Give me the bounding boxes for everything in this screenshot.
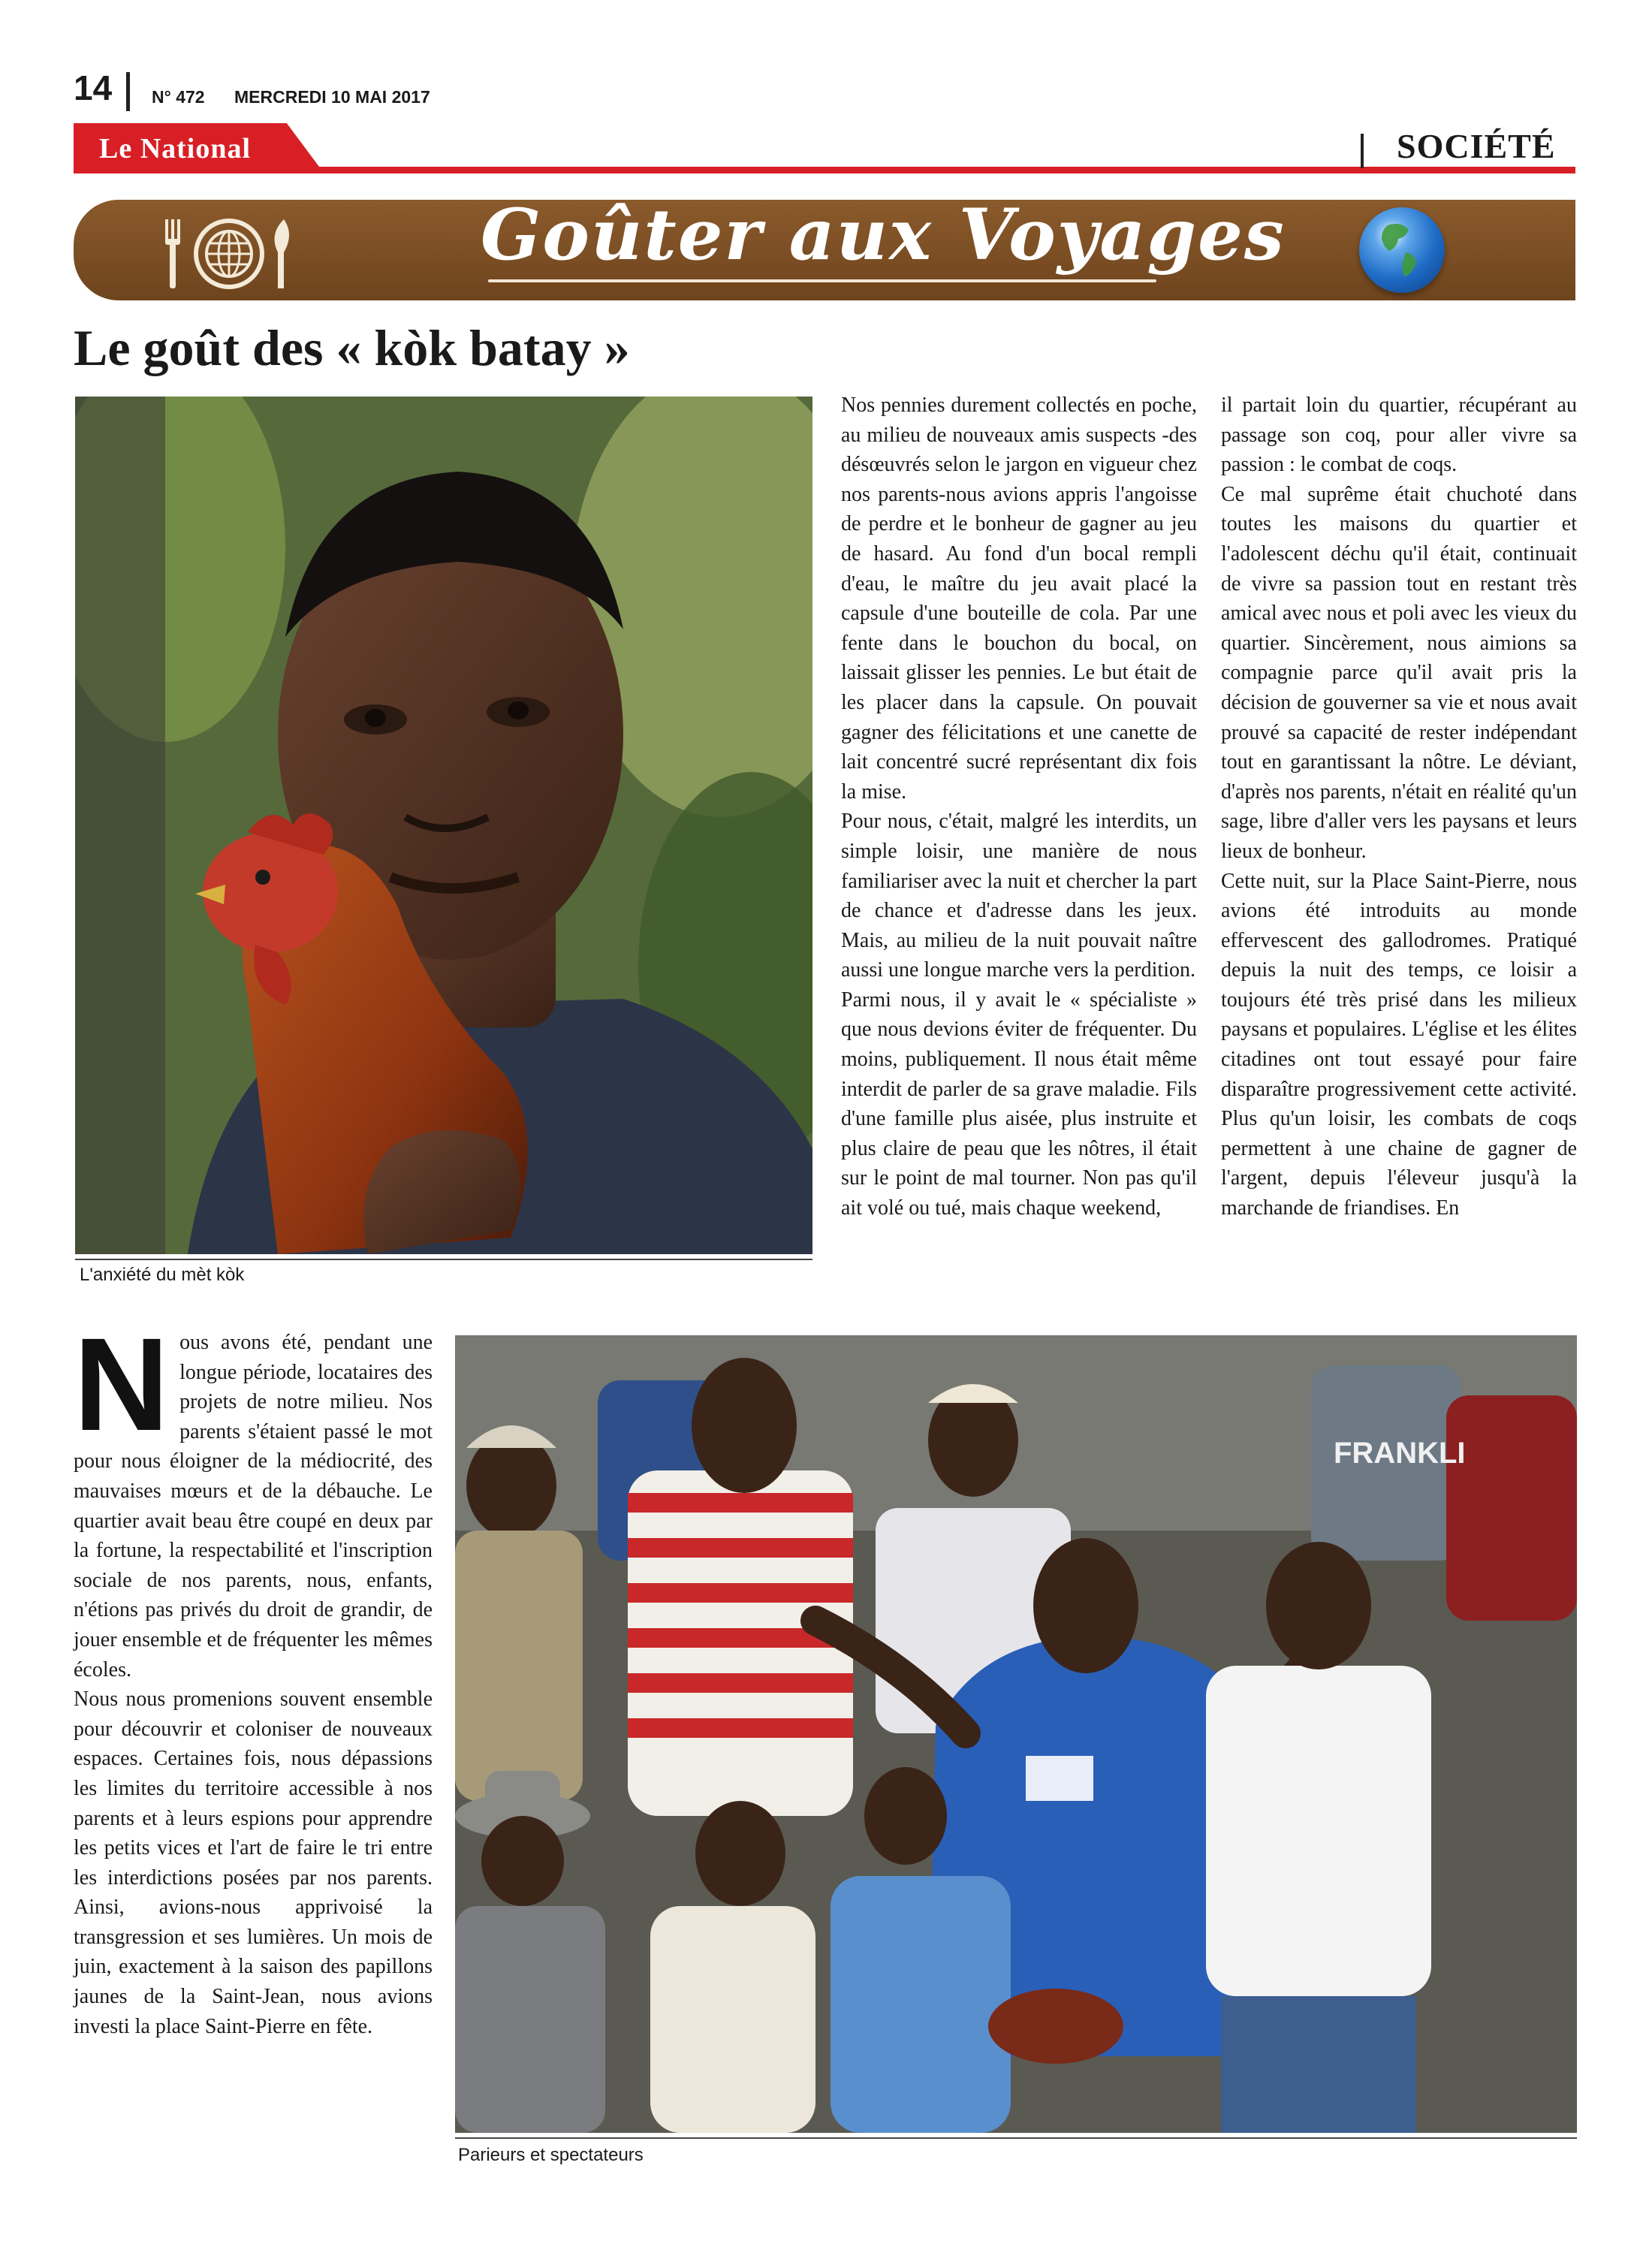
newspaper-brand: Le National <box>99 133 252 164</box>
caption-rule <box>455 2137 1577 2139</box>
issue-number: N° 472 <box>152 87 205 107</box>
article-paragraph <box>74 1311 433 1684</box>
shirt-text: FRANKLI <box>1334 1437 1466 1470</box>
caption-rule <box>75 1259 812 1260</box>
page-number: 14 <box>74 68 113 107</box>
article-paragraph-text: ous avons été, pendant une longue période, locataires des projets de notre milieu. Nos parents s'étaient passé le mot pour nous éloigner de la médiocrité, des mauvaises mœurs et de la débauche. Le quartier avait beau être coupé en deux par la fortune, la respectabilité et l'inscription sociale de nos parents, nous, enfants, n'étions pas privés du droit de grandir, de jouer ensemble et de fréquenter les mêmes écoles. <box>74 1331 433 1681</box>
article-paragraph: Nous nous promenions souvent ensemble pour découvrir et coloniser de nouveaux espaces. Certaines fois, nous dépassions les limites du territoire accessible à nos parents et à leurs espions pour apprendre les petits vices et l'art de faire le tri entre les interdictions posées par nos parents. Ainsi, avions-nous apprivoisé la transgression et ses lumières. Un mois de juin, exactement à la saison des papillons jaunes de la Saint-Jean, nous avions investi la place Saint-Pierre en fête. <box>74 1687 433 2038</box>
article-headline: Le goût des « kòk batay » <box>74 319 630 376</box>
rubric-title: Goûter aux Voyages <box>481 194 1286 276</box>
section-name: SOCIÉTÉ <box>1397 127 1556 165</box>
article-paragraph: Nos pennies durement collectés en poche, au milieu de nouveaux amis suspects -des désœuvrés selon le jargon en vigueur chez nos parents-nous avions appris l'angoisse de perdre et le bonheur de gagner au jeu de hasard. Au fond d'un bocal rempli d'eau, le maître du jeu avait placé la capsule d'une bouteille de cola. Par une fente dans le bouchon du bocal, on laissait glisser les pennies. Le but était de les placer dans la capsule. On pouvait gagner des félicitations et une canette de lait concentré sucré représentant dix fois la mise. <box>841 394 1197 804</box>
issue-date: MERCREDI 10 MAI 2017 <box>234 87 430 107</box>
plate-cutlery-globe-icon <box>158 215 300 293</box>
article-column-1 <box>74 1311 433 2041</box>
header-divider <box>126 72 130 111</box>
section-divider <box>1361 134 1364 168</box>
photo-crowd-spectators <box>455 1335 1577 2133</box>
photo-caption: Parieurs et spectateurs <box>458 2145 644 2165</box>
article-paragraph: il partait loin du quartier, récupérant au passage son coq, pour aller vivre sa passion : le combat de coqs. <box>1221 394 1577 477</box>
drop-cap: N <box>74 1311 170 1458</box>
article-paragraph: Ce mal suprême était chuchoté dans toutes les maisons du quartier et l'adolescent déchu qu'il était, continuait de vivre sa passion tout en restant très amical avec nous et poli avec les vieux du quartier. Sincèrement, nous aimions sa compagnie parce qu'il avait pris la décision de gouverner sa vie et nous avait prouvé sa capacité de rester indépendant tout en garantissant la nôtre. Le déviant, d'après nos parents, n'était en réalité qu'un sage, libre d'aller vers les paysans et leurs lieux de bonheur. <box>1221 482 1577 863</box>
article-column-3 <box>1221 391 1577 1223</box>
article-paragraph: Pour nous, c'était, malgré les interdits, un simple loisir, une manière de nous familiariser avec la nuit et chercher la part de chance et d'adresse dans les jeux. Mais, au milieu de la nuit pouvait naître aussi une longue marche vers la perdition. <box>841 810 1197 982</box>
globe-icon <box>1359 207 1445 293</box>
article-paragraph: Parmi nous, il y avait le « spécialiste » que nous devions éviter de fréquenter. Du moins, publiquement. Il nous était même interdit de parler de sa grave maladie. Fils d'une famille plus aisée, plus instruite et plus claire de peau que les nôtres, il était sur le point de mal tourner. Non pas qu'il ait volé ou tué, mais chaque weekend, <box>841 988 1197 1220</box>
photo-caption: L'anxiété du mèt kòk <box>80 1265 245 1285</box>
article-paragraph: Cette nuit, sur la Place Saint-Pierre, nous avions été introduits au monde effervescent des gallodromes. Pratiqué depuis la nuit des temps, ce loisir a toujours été très prisé dans les milieux paysans et populaires. L'église et les élites citadines ont tout essayé pour faire disparaître progressivement cette activité. Plus qu'un loisir, les combats de coqs permettent à une chaine de gagner de l'argent, depuis l'éleveur jusqu'à la marchande de friandises. En <box>1221 869 1577 1220</box>
rubric-title-underline <box>488 279 1156 282</box>
article-column-2 <box>841 391 1197 1223</box>
photo-man-with-rooster <box>75 397 812 1254</box>
